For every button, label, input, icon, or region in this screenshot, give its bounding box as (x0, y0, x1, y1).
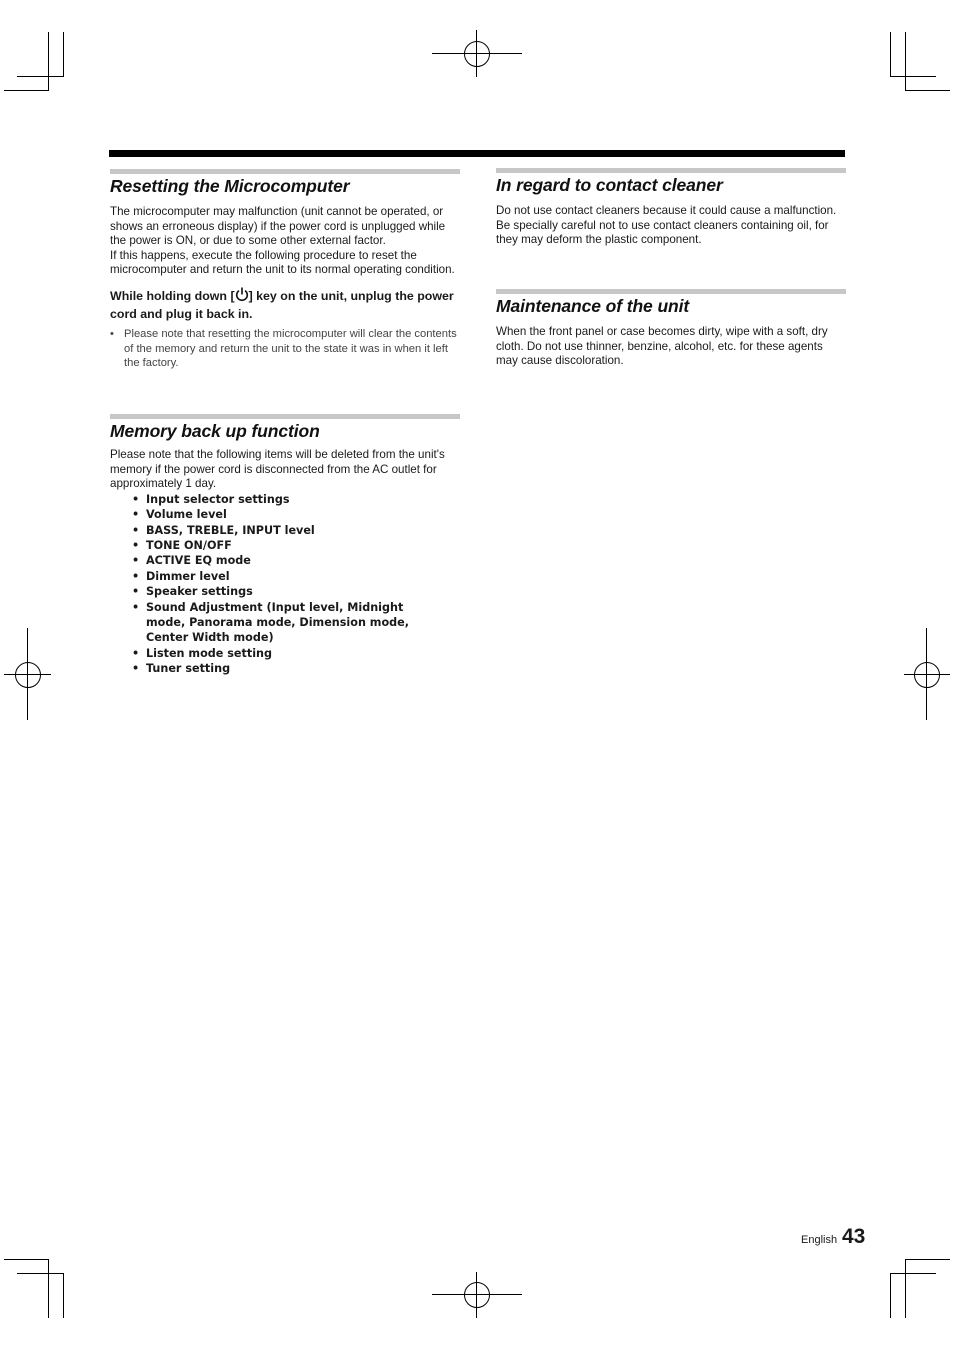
list-bullet: • (132, 662, 140, 676)
list-item-text: Tuner setting (146, 662, 231, 676)
list-item-text: Input selector settings (146, 492, 290, 506)
section-rule (110, 169, 460, 174)
section-title: In regard to contact cleaner (496, 175, 723, 195)
section-rule (496, 168, 846, 173)
reset-note-text: Please note that resetting the microcomputer will clear the contents of the memory and return the unit to the state it was in when it left the factory. (124, 327, 457, 370)
header-bar (109, 150, 845, 157)
section-maintenance (496, 289, 846, 369)
list-item (110, 661, 460, 676)
section-resetting-microcomputer (110, 169, 460, 371)
section-title: Maintenance of the unit (496, 296, 690, 316)
list-bullet: • (132, 569, 140, 583)
list-item-text: Listen mode setting (146, 646, 273, 660)
note-bullet: • (110, 327, 114, 340)
footer-language: English (801, 1234, 838, 1246)
list-item-text: ACTIVE EQ mode (146, 554, 251, 568)
reset-note (110, 327, 460, 371)
section-title: Resetting the Microcomputer (110, 176, 350, 196)
list-bullet: • (132, 523, 140, 537)
section-memory-backup (110, 414, 460, 677)
list-item (110, 569, 460, 584)
list-item-text: Dimmer level (146, 569, 230, 583)
power-icon (235, 287, 249, 306)
section-title: Memory back up function (110, 421, 320, 441)
memory-items-list (110, 492, 460, 677)
contact-cleaner-paragraph: Do not use contact cleaners because it could cause a malfunction. Be specially careful not to use contact cleaners containing oil, for they may deform the plastic component. (496, 204, 837, 247)
resetting-paragraph: The microcomputer may malfunction (unit cannot be operated, or shows an erroneous display) if the power cord is unplugged while the power is ON, or due to some other external factor. (110, 205, 446, 248)
maintenance-paragraph: When the front panel or case becomes dirty, wipe with a soft, dry cloth. Do not use thinner, benzine, alcohol, etc. for these agents may cause discoloration. (496, 325, 828, 368)
list-item (110, 600, 460, 646)
list-item (110, 553, 460, 568)
page-number: 43 (842, 1225, 866, 1248)
list-bullet: • (132, 492, 140, 506)
list-bullet: • (132, 585, 140, 599)
list-item (110, 507, 460, 522)
list-item (110, 584, 460, 599)
list-bullet: • (132, 508, 140, 522)
reset-instruction (110, 287, 460, 322)
reset-instruction-text-after: ] key on the unit, unplug the power cord and plug it back in. (110, 288, 454, 321)
section-contact-cleaner (496, 168, 846, 248)
list-item (110, 538, 460, 553)
list-bullet: • (132, 554, 140, 568)
list-item-text: TONE ON/OFF (146, 539, 232, 552)
list-item (110, 492, 460, 507)
section-rule (110, 414, 460, 419)
list-item-text: BASS, TREBLE, INPUT level (146, 523, 315, 537)
memory-intro: Please note that the following items will be deleted from the unit's memory if the power cord is disconnected from the AC outlet for approximately 1 day. (110, 448, 445, 491)
resetting-paragraph-2: If this happens, execute the following procedure to reset the microcomputer and return the unit to its normal operating condition. (110, 248, 455, 277)
list-item-text: Volume level (146, 508, 227, 522)
list-item (110, 523, 460, 538)
list-bullet: • (132, 539, 140, 552)
list-item (110, 646, 460, 661)
list-item-text: Sound Adjustment (Input level, Midnight mode, Panorama mode, Dimension mode, Center Width mode) (146, 600, 409, 645)
list-item-text: Speaker settings (146, 585, 253, 599)
reset-instruction-text-before: While holding down [ (110, 288, 235, 303)
section-rule (496, 289, 846, 294)
list-bullet: • (132, 646, 140, 660)
list-bullet: • (132, 600, 140, 614)
